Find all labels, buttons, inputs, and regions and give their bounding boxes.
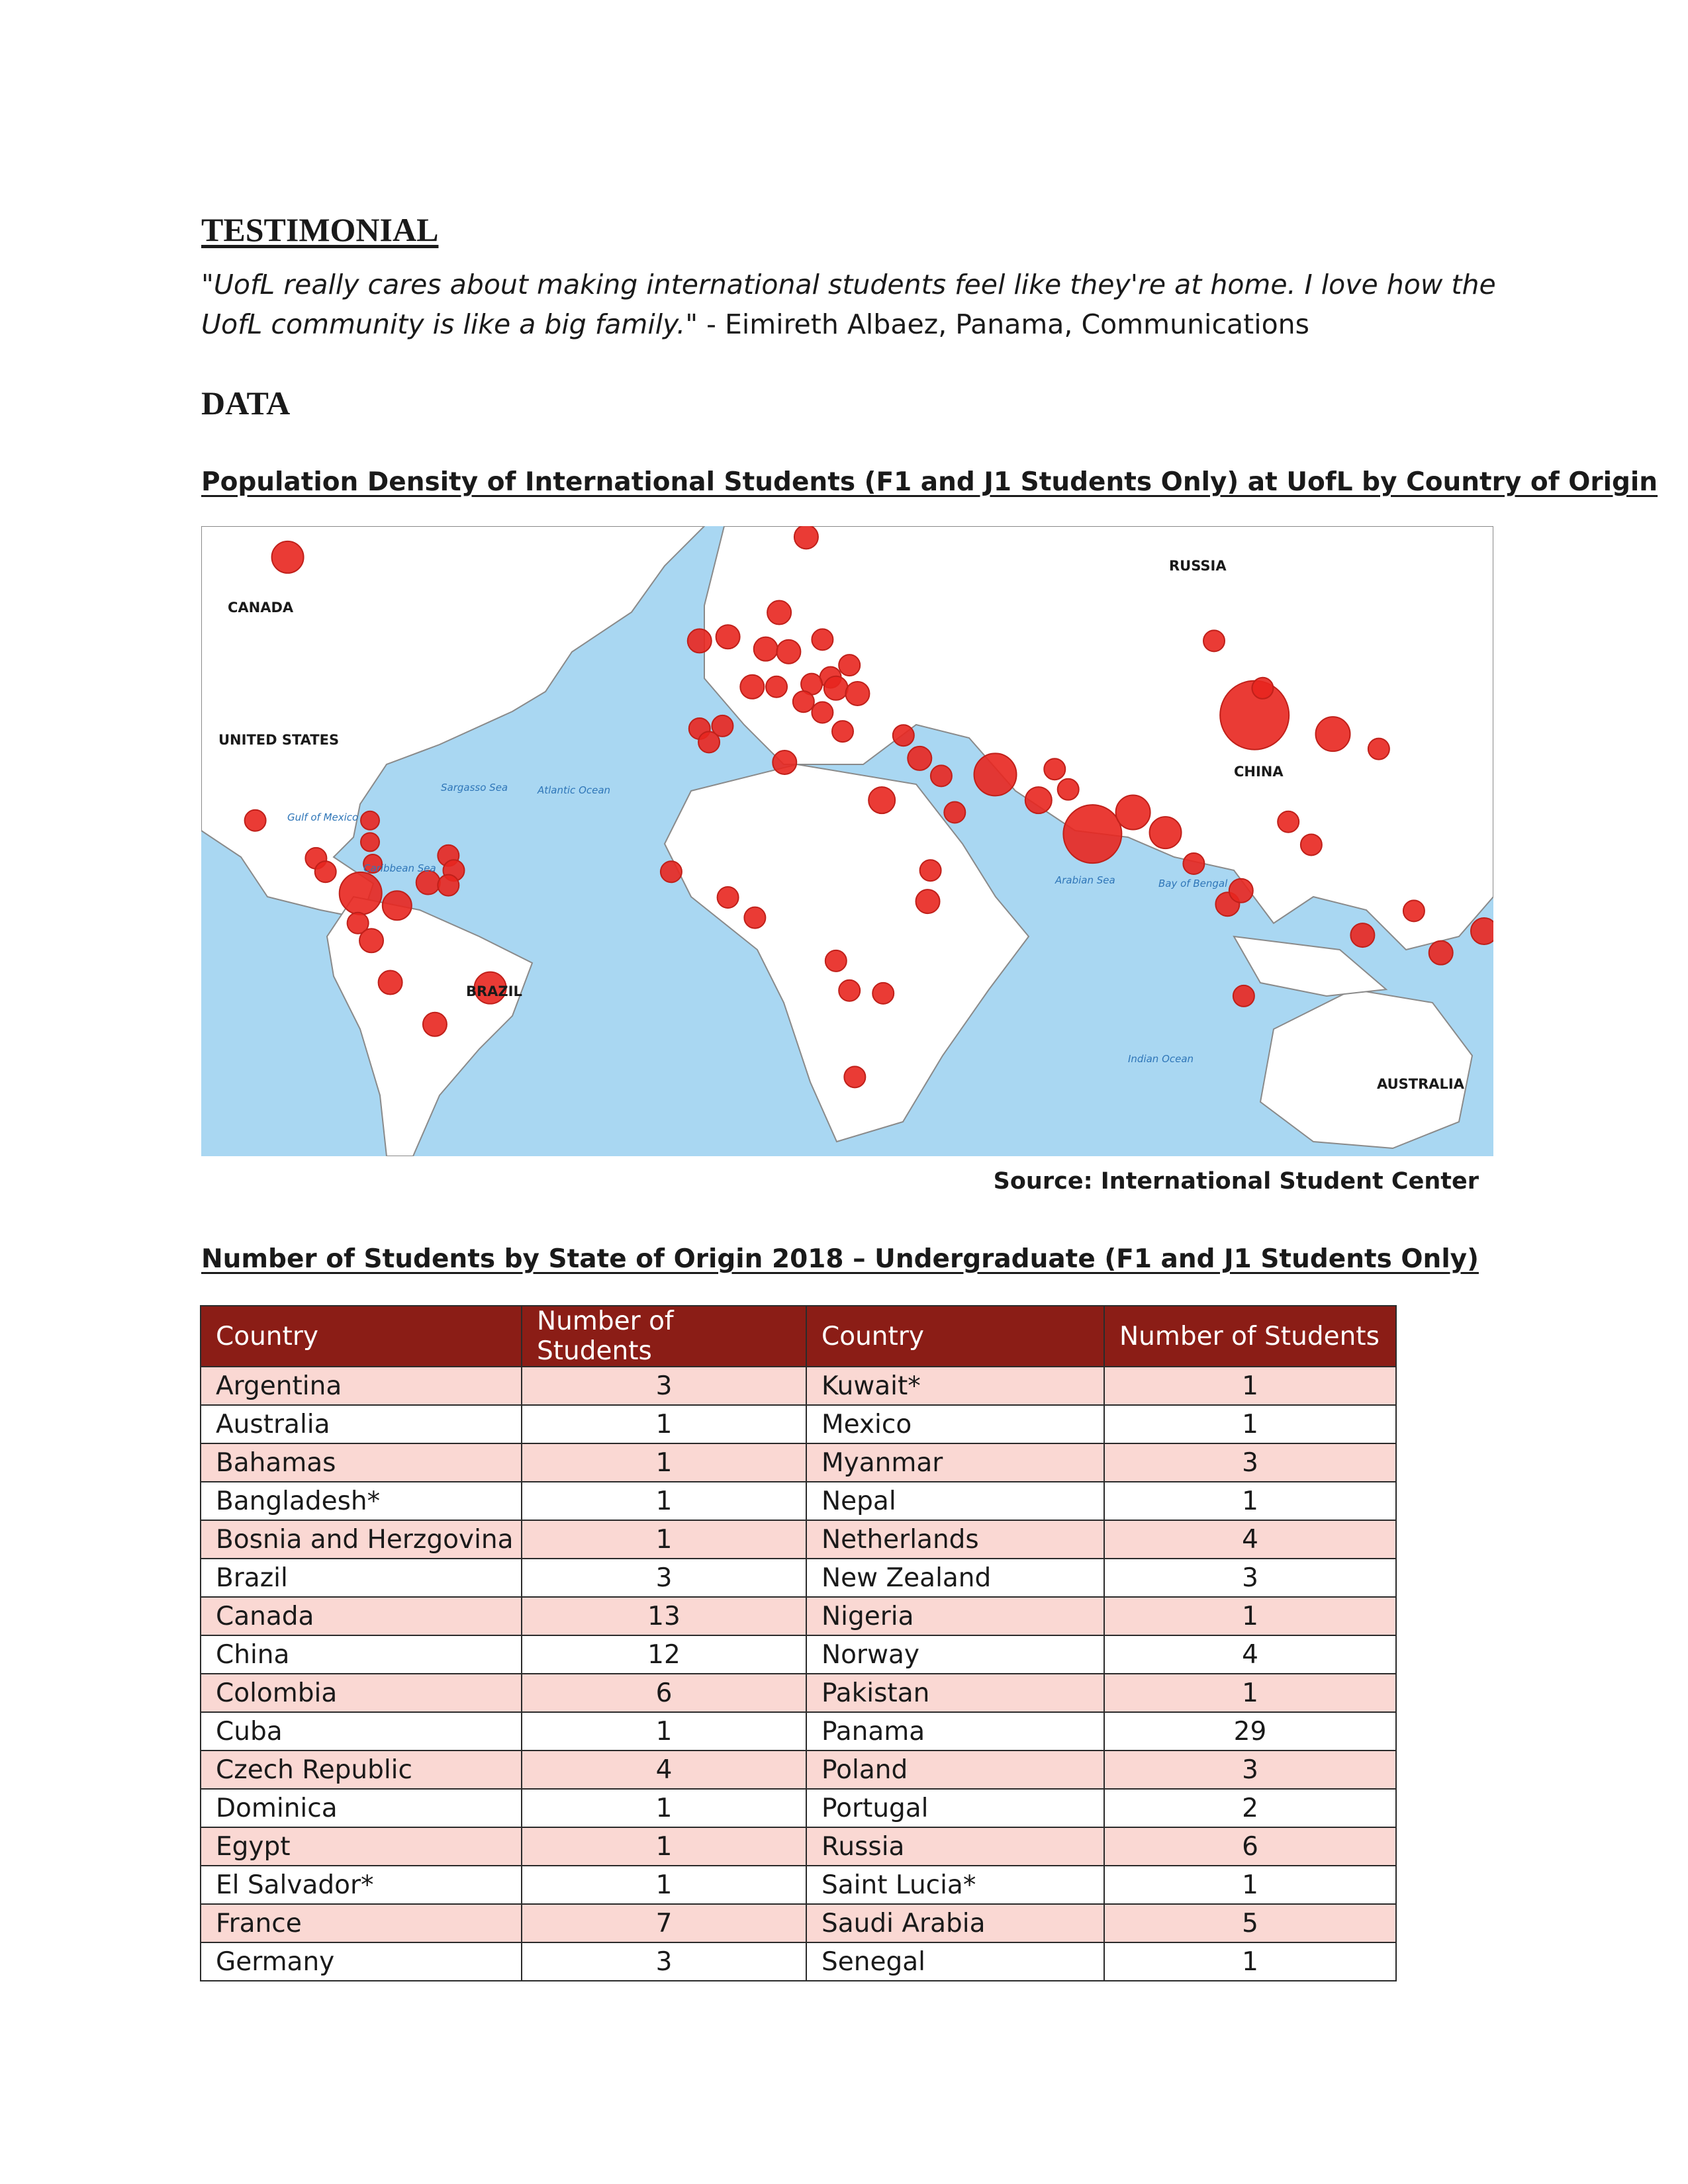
label-gulf-of-mexico: Gulf of Mexico <box>287 811 359 823</box>
student-bubble <box>773 751 796 774</box>
world-map <box>201 526 1493 1156</box>
count-cell: 1 <box>1104 1367 1396 1405</box>
country-cell: Nigeria <box>806 1597 1104 1635</box>
country-cell: Senegal <box>806 1942 1104 1981</box>
label-china: CHINA <box>1234 764 1284 780</box>
header-country-2: Country <box>806 1306 1104 1367</box>
label-brazil: BRAZIL <box>466 983 522 999</box>
table-header-row <box>201 1306 1396 1367</box>
student-bubble <box>361 833 379 851</box>
student-bubble <box>1183 853 1204 874</box>
count-cell: 1 <box>522 1789 806 1827</box>
count-cell: 4 <box>1104 1520 1396 1559</box>
student-bubble <box>868 787 895 813</box>
table-row <box>201 1866 1396 1904</box>
student-bubble <box>812 629 833 650</box>
student-bubble <box>1471 918 1493 944</box>
student-bubble <box>974 753 1017 796</box>
country-cell: Poland <box>806 1751 1104 1789</box>
label-atlantic: Atlantic Ocean <box>538 784 611 796</box>
country-cell: Cuba <box>201 1712 522 1751</box>
count-cell: 1 <box>1104 1866 1396 1904</box>
country-cell: Bahamas <box>201 1443 522 1482</box>
country-cell: Norway <box>806 1635 1104 1674</box>
label-united-states: UNITED STATES <box>218 732 340 748</box>
australia-land <box>1260 989 1472 1148</box>
student-bubble <box>931 765 952 786</box>
student-bubble <box>1150 817 1182 848</box>
label-indian-ocean: Indian Ocean <box>1128 1053 1194 1065</box>
student-bubble <box>1025 787 1052 813</box>
count-cell: 1 <box>522 1712 806 1751</box>
country-cell: Czech Republic <box>201 1751 522 1789</box>
student-bubble <box>1301 834 1322 855</box>
count-cell: 29 <box>1104 1712 1396 1751</box>
count-cell: 3 <box>1104 1559 1396 1597</box>
student-bubble <box>698 731 720 752</box>
data-heading: DATA <box>201 385 291 422</box>
label-canada: CANADA <box>228 600 294 615</box>
student-bubble <box>1350 923 1374 947</box>
count-cell: 1 <box>522 1866 806 1904</box>
student-bubble <box>920 860 941 881</box>
count-cell: 4 <box>522 1751 806 1789</box>
student-bubble <box>379 971 402 995</box>
country-cell: Germany <box>201 1942 522 1981</box>
table-row <box>201 1367 1396 1405</box>
student-bubble <box>767 601 791 625</box>
student-bubble <box>1203 630 1225 651</box>
student-bubble <box>1116 795 1150 829</box>
country-cell: Bangladesh* <box>201 1482 522 1520</box>
count-cell: 5 <box>1104 1904 1396 1942</box>
student-bubble <box>1429 941 1453 965</box>
table-row <box>201 1827 1396 1866</box>
country-cell: Canada <box>201 1597 522 1635</box>
map-source: Source: International Student Center <box>993 1168 1479 1195</box>
student-bubble <box>812 702 833 723</box>
count-cell: 3 <box>522 1942 806 1981</box>
count-cell: 1 <box>1104 1942 1396 1981</box>
count-cell: 7 <box>522 1904 806 1942</box>
student-bubble <box>754 637 778 661</box>
table-row <box>201 1443 1396 1482</box>
student-bubble <box>272 541 304 573</box>
count-cell: 3 <box>522 1559 806 1597</box>
header-number-1: Number of Students <box>522 1306 806 1367</box>
student-bubble <box>1368 739 1389 760</box>
student-bubble <box>1252 678 1273 699</box>
student-bubble <box>794 526 818 549</box>
student-bubble <box>744 907 765 929</box>
count-cell: 3 <box>1104 1751 1396 1789</box>
student-bubble <box>776 640 800 664</box>
student-bubble <box>944 801 965 823</box>
student-bubble <box>824 676 848 700</box>
label-sargasso-sea: Sargasso Sea <box>441 782 508 794</box>
country-cell: Netherlands <box>806 1520 1104 1559</box>
header-number-2: Number of Students <box>1104 1306 1396 1367</box>
country-cell: Mexico <box>806 1405 1104 1443</box>
country-cell: Dominica <box>201 1789 522 1827</box>
quote-text: "UofL really cares about making international students feel like they're at home. I love how the UofL community is like a big family." <box>201 269 1496 340</box>
table-row <box>201 1712 1396 1751</box>
student-bubble <box>688 629 712 653</box>
count-cell: 13 <box>522 1597 806 1635</box>
count-cell: 1 <box>522 1405 806 1443</box>
country-cell: Egypt <box>201 1827 522 1866</box>
count-cell: 4 <box>1104 1635 1396 1674</box>
student-bubble <box>718 887 739 908</box>
student-bubble <box>916 889 940 913</box>
student-bubble <box>740 675 764 699</box>
table-row <box>201 1520 1396 1559</box>
count-cell: 12 <box>522 1635 806 1674</box>
count-cell: 1 <box>1104 1405 1396 1443</box>
table-row <box>201 1482 1396 1520</box>
count-cell: 3 <box>522 1367 806 1405</box>
header-country-1: Country <box>201 1306 522 1367</box>
count-cell: 1 <box>522 1520 806 1559</box>
student-bubble <box>1403 900 1425 921</box>
country-cell: El Salvador* <box>201 1866 522 1904</box>
student-bubble <box>766 676 787 698</box>
table-row <box>201 1559 1396 1597</box>
country-cell: Bosnia and Herzgovina <box>201 1520 522 1559</box>
country-cell: Portugal <box>806 1789 1104 1827</box>
table-row <box>201 1674 1396 1712</box>
count-cell: 1 <box>522 1482 806 1520</box>
student-bubble <box>1063 805 1121 863</box>
label-caribbean-sea: Caribbean Sea <box>363 862 436 874</box>
student-bubble <box>340 872 382 915</box>
table-title: Number of Students by State of Origin 2018 – Undergraduate (F1 and J1 Students Only) <box>201 1244 1479 1274</box>
table-row <box>201 1635 1396 1674</box>
count-cell: 1 <box>1104 1482 1396 1520</box>
label-russia: RUSSIA <box>1169 558 1227 574</box>
student-bubble <box>1316 717 1350 751</box>
country-cell: China <box>201 1635 522 1674</box>
country-cell: Kuwait* <box>806 1367 1104 1405</box>
student-bubble <box>893 725 914 746</box>
table-body <box>201 1367 1396 1981</box>
world-map-svg <box>201 526 1493 1156</box>
country-cell: Myanmar <box>806 1443 1104 1482</box>
quote-attribution: - Eimireth Albaez, Panama, Communications <box>698 308 1310 340</box>
student-bubble <box>245 810 266 831</box>
student-bubble <box>361 811 379 830</box>
label-arabian-sea: Arabian Sea <box>1055 874 1115 886</box>
country-cell: New Zealand <box>806 1559 1104 1597</box>
table-row <box>201 1751 1396 1789</box>
student-bubble <box>908 747 931 770</box>
country-cell: Argentina <box>201 1367 522 1405</box>
country-cell: Saint Lucia* <box>806 1866 1104 1904</box>
student-bubble <box>1058 779 1079 800</box>
testimonial-quote <box>201 265 1512 344</box>
student-bubble <box>359 929 383 952</box>
student-bubble <box>661 861 682 882</box>
testimonial-heading: TESTIMONIAL <box>201 211 439 248</box>
table-row <box>201 1405 1396 1443</box>
country-cell: Brazil <box>201 1559 522 1597</box>
count-cell: 1 <box>1104 1674 1396 1712</box>
label-australia: AUSTRALIA <box>1377 1076 1464 1092</box>
country-cell: Panama <box>806 1712 1104 1751</box>
land-masses <box>201 526 1493 1156</box>
country-cell: Pakistan <box>806 1674 1104 1712</box>
student-bubble <box>825 950 847 972</box>
country-cell: Nepal <box>806 1482 1104 1520</box>
students-table <box>200 1305 1397 1981</box>
student-bubble <box>1278 811 1299 833</box>
count-cell: 6 <box>1104 1827 1396 1866</box>
count-cell: 3 <box>1104 1443 1396 1482</box>
student-bubble <box>315 861 336 882</box>
student-bubble <box>839 655 860 676</box>
student-bubble <box>832 721 853 742</box>
africa-land <box>665 764 1029 1142</box>
count-cell: 1 <box>1104 1597 1396 1635</box>
count-cell: 2 <box>1104 1789 1396 1827</box>
student-bubble <box>423 1013 447 1036</box>
country-cell: Colombia <box>201 1674 522 1712</box>
table-row <box>201 1597 1396 1635</box>
country-cell: France <box>201 1904 522 1942</box>
count-cell: 1 <box>522 1827 806 1866</box>
country-cell: Russia <box>806 1827 1104 1866</box>
table-row <box>201 1942 1396 1981</box>
label-bay-of-bengal: Bay of Bengal <box>1158 878 1228 889</box>
table-row <box>201 1904 1396 1942</box>
country-cell: Saudi Arabia <box>806 1904 1104 1942</box>
count-cell: 1 <box>522 1443 806 1482</box>
country-cell: Australia <box>201 1405 522 1443</box>
student-bubble <box>844 1066 865 1087</box>
student-bubble <box>793 691 814 712</box>
student-bubble <box>872 983 894 1004</box>
student-bubble <box>716 625 740 649</box>
student-bubble <box>845 682 869 705</box>
student-bubble <box>839 980 860 1001</box>
student-bubble <box>1044 758 1065 780</box>
map-title: Population Density of International Students (F1 and J1 Students Only) at UofL by Country of Origin <box>201 467 1658 497</box>
count-cell: 6 <box>522 1674 806 1712</box>
student-bubble <box>1229 879 1253 903</box>
student-bubble <box>383 891 412 920</box>
table-row <box>201 1789 1396 1827</box>
student-bubble <box>438 875 459 896</box>
student-bubble <box>1233 985 1254 1007</box>
